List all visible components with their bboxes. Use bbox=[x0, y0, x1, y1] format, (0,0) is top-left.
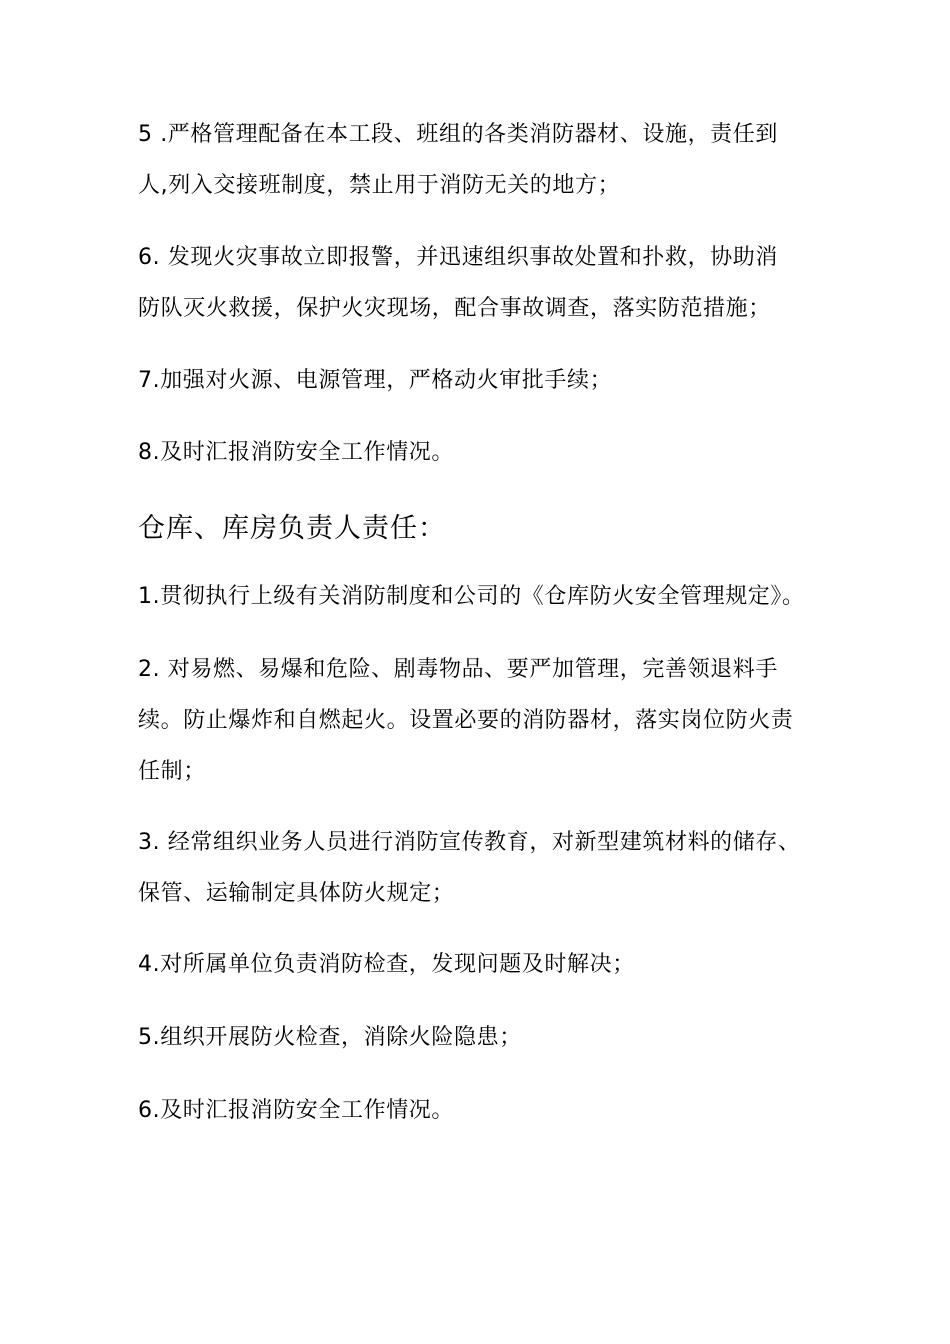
item-7-line-1: 7.加强对火源、电源管理，严格动火审批手续； bbox=[138, 368, 613, 393]
s2-item-5-line-1: 5.组织开展防火检查，消除火险隐患； bbox=[138, 1025, 522, 1050]
s2-item-2-line-1: 2. 对易燃、易爆和危险、剧毒物品、要严加管理，完善领退料手 bbox=[138, 657, 778, 682]
section-heading: 仓库、库房负责人责任： bbox=[138, 513, 446, 544]
s2-item-4-line-1: 4.对所属单位负责消防检查，发现问题及时解决； bbox=[138, 952, 635, 977]
s2-item-3-line-1: 3. 经常组织业务人员进行消防宣传教育，对新型建筑材料的储存、 bbox=[138, 830, 801, 855]
s2-item-6-line-1: 6.及时汇报消防安全工作情况。 bbox=[138, 1098, 454, 1123]
s2-item-2-line-3: 任制； bbox=[138, 759, 206, 784]
item-5-line-1: 5 .严格管理配备在本工段、班组的各类消防器材、设施，责任到 bbox=[138, 122, 778, 147]
s2-item-3-line-2: 保管、运输制定具体防火规定； bbox=[138, 881, 455, 906]
item-8-line-1: 8.及时汇报消防安全工作情况。 bbox=[138, 440, 454, 465]
item-5-line-2: 人,列入交接班制度，禁止用于消防无关的地方； bbox=[138, 173, 621, 198]
item-6-line-1: 6. 发现火灾事故立即报警，并迅速组织事故处置和扑救，协助消 bbox=[138, 245, 778, 270]
item-6-line-2: 防队灭火救援，保护火灾现场，配合事故调查，落实防范措施； bbox=[138, 296, 771, 321]
s2-item-1-line-1: 1.贯彻执行上级有关消防制度和公司的《仓库防火安全管理规定》。 bbox=[138, 584, 805, 609]
s2-item-2-line-2: 续。防止爆炸和自燃起火。设置必要的消防器材，落实岗位防火责 bbox=[138, 708, 794, 733]
